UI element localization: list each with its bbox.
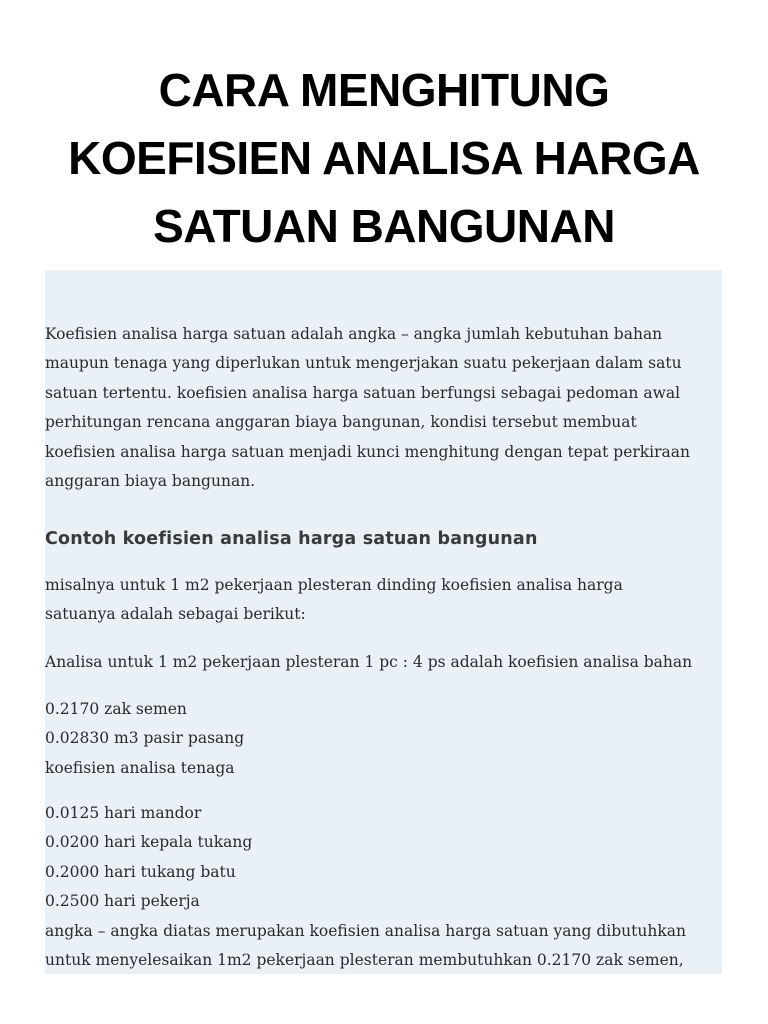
text-line: Analisa untuk 1 m2 pekerjaan plesteran 1 pc : 4 ps adalah koefisien analisa bahan (45, 653, 693, 671)
coefficient-line: 0.02830 m3 pasir pasang (45, 729, 245, 748)
title-line: SATUAN BANGUNAN (153, 200, 615, 252)
text-line: anggaran biaya bangunan. (45, 472, 256, 491)
material-coefficients (45, 695, 244, 783)
title-line: CARA MENGHITUNG (158, 64, 610, 116)
text-line: Koefisien analisa harga satuan adalah angka – angka jumlah kebutuhan bahan (45, 325, 663, 343)
coefficient-line: 0.0125 hari mandor (45, 804, 202, 822)
article-content (45, 270, 722, 974)
text-line: satuan tertentu. koefisien analisa harga satuan berfungsi sebagai pedoman awal (45, 383, 681, 402)
coefficient-line: 0.0200 hari kepala tukang (45, 833, 253, 852)
text-line: maupun tenaga yang diperlukan untuk mengerjakan suatu pekerjaan dalam satu (45, 354, 682, 373)
analysis-paragraph (45, 648, 692, 677)
labor-coefficients (45, 799, 686, 974)
text-line: misalnya untuk 1 m2 pekerjaan plesteran dinding koefisien analisa harga (45, 576, 623, 594)
example-paragraph (45, 571, 623, 630)
coefficient-line: 0.2500 hari pekerja (45, 892, 200, 911)
section-heading: Contoh koefisien analisa harga satuan bangunan (45, 529, 538, 549)
text-line: koefisien analisa harga satuan menjadi kunci menghitung dengan tepat perkiraan (45, 442, 690, 461)
text-line: perhitungan rencana anggaran biaya bangunan, kondisi tersebut membuat (45, 413, 637, 432)
text-line: angka – angka diatas merupakan koefisien analisa harga satuan yang dibutuhkan (45, 921, 686, 940)
page-title (30, 56, 738, 260)
coefficient-line: 0.2000 hari tukang batu (45, 862, 236, 881)
intro-paragraph (45, 320, 690, 496)
coefficient-line: 0.2170 zak semen (45, 700, 187, 718)
text-line: untuk menyelesaikan 1m2 pekerjaan plesteran membutuhkan 0.2170 zak semen, (45, 951, 684, 970)
text-line: satuanya adalah sebagai berikut: (45, 605, 306, 624)
title-line: KOEFISIEN ANALISA HARGA (68, 132, 700, 184)
coefficient-line: koefisien analisa tenaga (45, 758, 235, 777)
